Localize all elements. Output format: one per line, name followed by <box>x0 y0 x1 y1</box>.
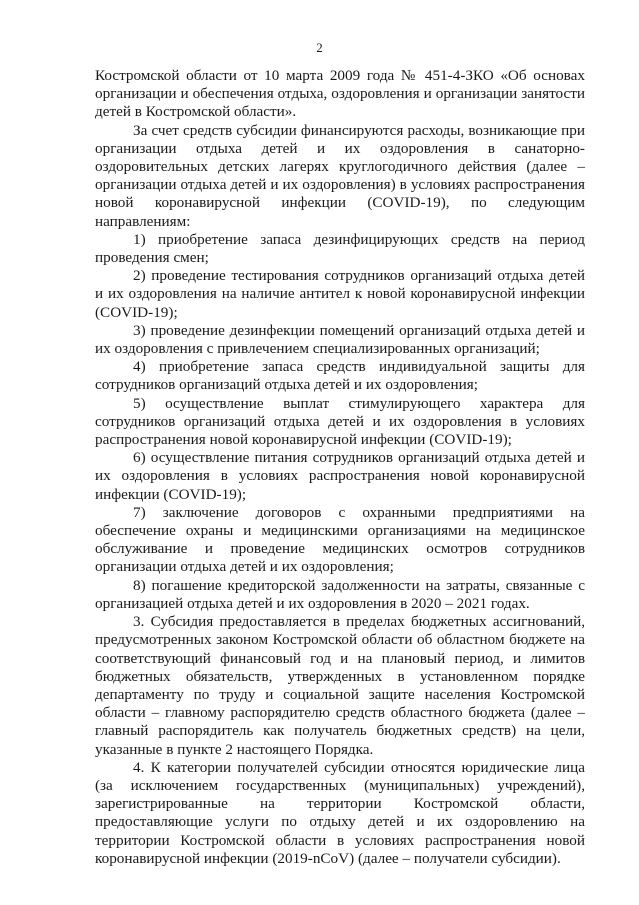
list-item-5: 5) осуществление выплат стимулирующего характера для сотрудников организаций отдыха детей и их оздоровления в условиях распространения новой коронавирусной инфекции (COVID-19); <box>95 394 585 449</box>
list-item-6: 6) осуществление питания сотрудников организаций отдыха детей и их оздоровления в условиях распространения новой коронавирусной инфекции (COVID-19); <box>95 449 585 503</box>
list-item-8: 8) погашение кредиторской задолженности на затраты, связанные с организацией отдыха детей и их оздоровления в 2020 – 2021 годах. <box>95 576 585 612</box>
list-item-4: 4) приобретение запаса средств индивидуальной защиты для сотрудников организаций отдыха детей и их оздоровления; <box>95 358 585 394</box>
paragraph-1: Костромской области от 10 марта 2009 года № 451-4-ЗКО «Об основах организации и обеспечения отдыха, оздоровления и организации занятости детей в Костромской области». <box>95 67 585 121</box>
list-item-1: 1) приобретение запаса дезинфицирующих средств на период проведения смен; <box>95 230 585 267</box>
list-item-7: 7) заключение договоров с охранными предприятиями на обеспечение охраны и медицинскими организациями на медицинское обслуживание и проведение медицинских осмотров сотрудников организации отдыха детей и их оздоровления; <box>95 503 585 576</box>
paragraph-section-4: 4. К категории получателей субсидии относятся юридические лица (за исключением государственных (муниципальных) учреждений), зарегистрированные на территории Костромской области, предоставляющие услуги по отдыху детей и их оздоровлению на территории Костромской области в условиях распространения новой коронавирусной инфекции (2019-nCoV) (далее – получатели субсидии). <box>95 758 585 867</box>
paragraph-section-3: 3. Субсидия предоставляется в пределах бюджетных ассигнований, предусмотренных законом Костромской области об областном бюджете на соответствующий финансовый год и на плановый период, и лимитов бюджетных обязательств, утвержденных в установленном порядке департаменту по труду и социальной защите населения Костромской области – главному распорядителю средств областного бюджета (далее – главный распорядитель как получатель бюджетных средств) на цели, указанные в пункте 2 настоящего Порядка. <box>95 613 585 758</box>
paragraph-2: За счет средств субсидии финансируются расходы, возникающие при организации отдыха детей и их оздоровления в санаторно-оздоровительных детских лагерях круглогодичного действия (далее – организации отдыха детей и их оздоровления) в условиях распространения новой коронавирусной инфекции (COVID-19), по следующим направлениям: <box>95 121 585 230</box>
page-number: 2 <box>316 40 323 55</box>
list-item-3: 3) проведение дезинфекции помещений организаций отдыха детей и их оздоровления с привлечением специализированных организаций; <box>95 321 585 358</box>
document-body <box>95 67 585 868</box>
list-item-2: 2) проведение тестирования сотрудников организаций отдыха детей и их оздоровления на наличие антител к новой коронавирусной инфекции (COVID-19); <box>95 267 585 321</box>
